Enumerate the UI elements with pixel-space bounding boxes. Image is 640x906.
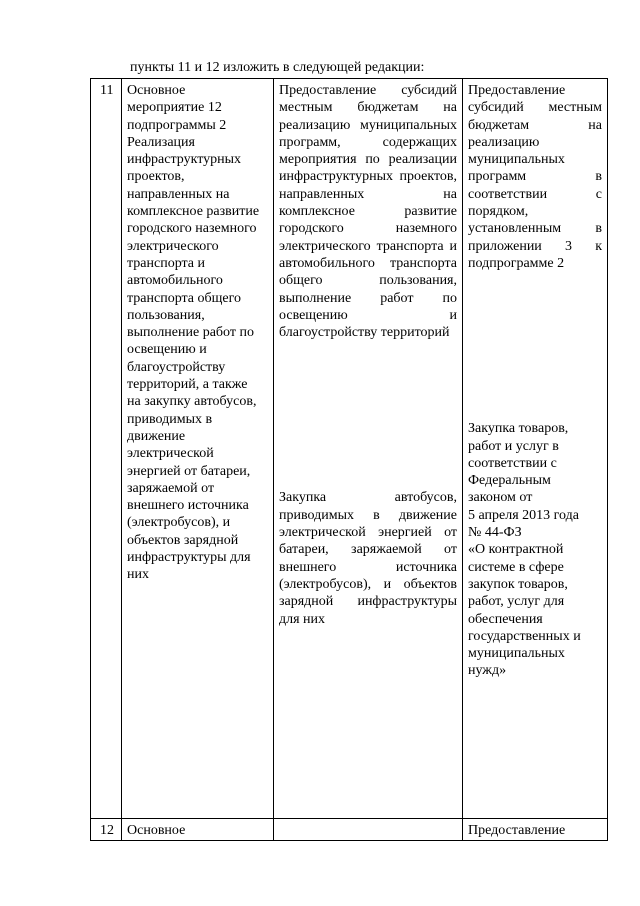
measure-name: Основное мероприятие 12 подпрограммы 2 Реализация инфраструктурных проектов, направленных на комплексное развитие городского наземного электрического транспорта и автомобильного транспорта общего пользования, выполнение работ по освещению и благоустройству территорий, а также на закупку автобусов, приводимых в движение электрической энергией от батареи, заряжаемой от внешнего источника (электробусов), и объектов зарядной инфраструктуры для них: [122, 79, 274, 819]
measure-mechanism: Предоставление: [463, 819, 608, 841]
measure-mechanism-cell: [463, 79, 608, 819]
measure-content-purchase: Закупка автобусов, приводимых в движение электрической энергией от батареи, заряжаемой от внешнего источника (электробусов), и объектов зарядной инфраструктуры для них: [279, 490, 457, 627]
intro-text: пункты 11 и 12 изложить в следующей редакции:: [130, 60, 425, 75]
row-number: 12: [91, 819, 122, 841]
measure-content-cell: [274, 79, 463, 819]
table-row: [91, 79, 608, 819]
table-row: [91, 819, 608, 841]
measure-name: Основное: [122, 819, 274, 841]
mechanism-subsidy: Предоставление субсидий местным бюджетам на реализацию муниципальных программ в соответствии с порядком, установленным в приложении 3 к подпрограмме 2: [468, 83, 602, 271]
measures-table: [90, 78, 608, 841]
mechanism-purchase: Закупка товаров, работ и услуг в соответствии с Федеральным законом от 5 апреля 2013 года № 44-ФЗ «О контрактной системе в сфере закупок товаров, работ, услуг для обеспечения государственных и муниципальных нужд»: [468, 421, 581, 679]
measure-content: [274, 819, 463, 841]
row-number: 11: [91, 79, 122, 819]
measure-content-subsidy: Предоставление субсидий местным бюджетам на реализацию муниципальных программ, содержащих мероприятия по реализации инфраструктурных проектов, направленных на комплексное развитие городского наземного электрического транспорта и автомобильного транспорта общего пользования, выполнение работ по освещению и благоустройству территорий: [279, 83, 457, 341]
